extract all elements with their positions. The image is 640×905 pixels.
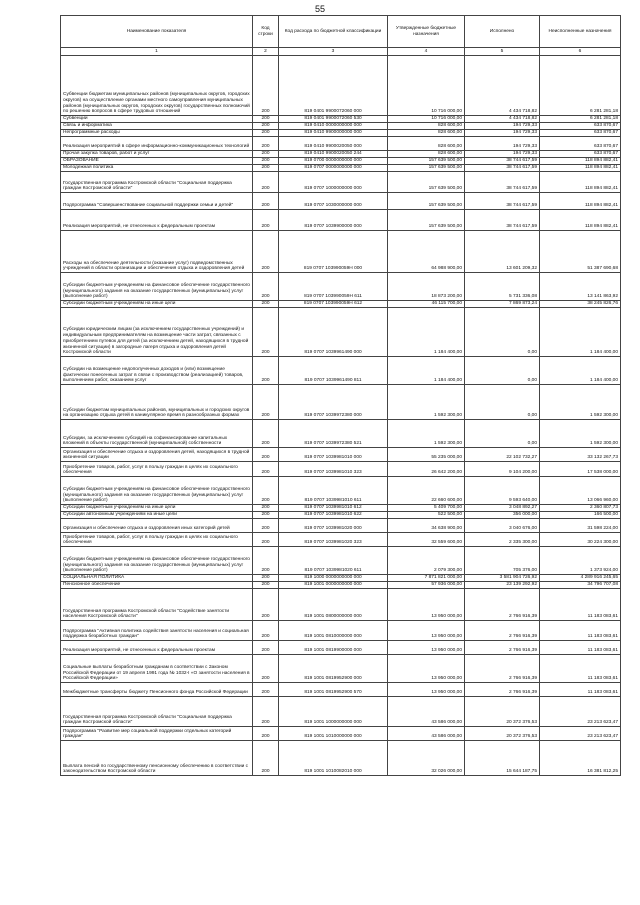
row-executed: 3 040 676,00 (465, 519, 540, 533)
row-name: Подпрограмма "Совершенствование социальной поддержки семьи и детей" (61, 193, 253, 210)
row-code: 200 (253, 621, 279, 641)
row-approved: 7 871 821 000,00 (388, 575, 465, 582)
row-approved: 34 638 900,00 (388, 519, 465, 533)
row-code: 200 (253, 462, 279, 477)
row-kbk: 819 0707 1039961490 811 (279, 357, 388, 385)
table-row (61, 641, 621, 655)
col-number: 4 (388, 48, 465, 56)
row-unexecuted: 118 894 882,41 (540, 210, 621, 231)
row-approved: 2 079 300,00 (388, 547, 465, 575)
row-kbk: 819 0707 1039981010 611 (279, 477, 388, 505)
row-executed: 7 869 873,24 (465, 301, 540, 308)
table-row (61, 308, 621, 357)
row-executed: 0,00 (465, 385, 540, 420)
row-unexecuted: 13 141 863,92 (540, 273, 621, 301)
row-kbk: 819 1001 1010000000 000 (279, 727, 388, 741)
row-kbk: 819 0707 1039972380 521 (279, 420, 388, 448)
row-unexecuted: 30 224 300,00 (540, 533, 621, 547)
table-row (61, 448, 621, 462)
table-row (61, 655, 621, 683)
row-name: Молодежная политика (61, 165, 253, 172)
row-kbk: 819 0707 103990059Н 611 (279, 273, 388, 301)
row-name: Субсидии бюджетам муниципальных районов, муниципальных и городских округов на организацию отдыха детей в каникулярное время в разнообразных формах (61, 385, 253, 420)
table-row (61, 505, 621, 512)
row-name: СОЦИАЛЬНАЯ ПОЛИТИКА (61, 575, 253, 582)
row-kbk: 819 0410 0000000000 000 (279, 123, 388, 130)
row-executed: 194 729,33 (465, 123, 540, 130)
row-approved: 828 600,00 (388, 130, 465, 137)
row-approved: 43 586 000,00 (388, 697, 465, 727)
row-code: 200 (253, 533, 279, 547)
row-approved: 5 409 700,00 (388, 505, 465, 512)
row-unexecuted: 1 184 400,00 (540, 308, 621, 357)
row-code: 200 (253, 357, 279, 385)
row-kbk: 819 0707 0000000000 000 (279, 165, 388, 172)
row-executed: 23 139 292,92 (465, 582, 540, 589)
row-name: Субсидии бюджетным учреждениям на финансовое обеспечение государственного (муниципального) задания на оказание государственных (муниципальных) услуг (выполнение работ) (61, 477, 253, 505)
row-executed: 20 372 376,53 (465, 727, 540, 741)
row-approved: 157 639 500,00 (388, 172, 465, 193)
row-name: Субсидии бюджетным учреждениям на иные цели (61, 505, 253, 512)
row-code: 200 (253, 512, 279, 519)
row-approved: 46 115 700,00 (388, 301, 465, 308)
row-kbk: 819 0707 1039981010 612 (279, 505, 388, 512)
row-kbk: 819 1001 1010082010 000 (279, 741, 388, 776)
row-name: Реализация мероприятий, не отнесенных к федеральным проектам (61, 641, 253, 655)
row-kbk: 819 0707 1039981020 611 (279, 547, 388, 575)
row-name: Реализация мероприятий в сфере информационно-коммуникационных технологий (61, 137, 253, 151)
row-name: Государственная программа Костромской области "Социальная поддержка граждан Костромской области" (61, 172, 253, 193)
row-unexecuted: 633 870,67 (540, 130, 621, 137)
row-code: 200 (253, 641, 279, 655)
row-name: Субвенции бюджетам муниципальных районов (муниципальных округов, городских округов) на осуществление органами местного самоуправления муниципальных районов (муниципальных округов, городских округов) государственных полномочий по решению вопросов в сфере трудовых отношений (61, 56, 253, 116)
table-row (61, 512, 621, 519)
row-approved: 13 950 000,00 (388, 621, 465, 641)
row-executed: 356 000,00 (465, 512, 540, 519)
row-approved: 13 950 000,00 (388, 655, 465, 683)
row-executed: 2 766 916,39 (465, 621, 540, 641)
row-name: Реализация мероприятий, не отнесенных к федеральным проектам (61, 210, 253, 231)
row-kbk: 819 1001 0810000000 000 (279, 621, 388, 641)
table-row (61, 582, 621, 589)
row-kbk: 819 0410 9900020050 000 (279, 137, 388, 151)
row-executed: 15 644 187,75 (465, 741, 540, 776)
row-unexecuted: 33 132 267,73 (540, 448, 621, 462)
row-approved: 1 592 300,00 (388, 385, 465, 420)
row-code: 200 (253, 727, 279, 741)
row-kbk: 819 0707 1039981020 000 (279, 519, 388, 533)
row-approved: 13 950 000,00 (388, 641, 465, 655)
row-kbk: 819 0707 1039900000 000 (279, 210, 388, 231)
row-approved: 10 716 000,00 (388, 56, 465, 116)
row-approved: 157 639 500,00 (388, 158, 465, 165)
row-unexecuted: 1 592 300,00 (540, 385, 621, 420)
row-kbk: 819 0707 1039981010 000 (279, 448, 388, 462)
row-code: 200 (253, 123, 279, 130)
row-kbk: 819 0401 9900072060 000 (279, 56, 388, 116)
table-row (61, 210, 621, 231)
row-executed: 2 766 916,39 (465, 641, 540, 655)
row-code: 200 (253, 151, 279, 158)
row-unexecuted: 633 870,67 (540, 123, 621, 130)
row-kbk: 819 0707 1000000000 000 (279, 172, 388, 193)
row-approved: 64 988 900,00 (388, 231, 465, 273)
row-code: 200 (253, 582, 279, 589)
row-name: ОБРАЗОВАНИЕ (61, 158, 253, 165)
row-code: 200 (253, 165, 279, 172)
row-unexecuted: 23 213 623,47 (540, 697, 621, 727)
row-name: Субсидии автономным учреждениям на иные цели (61, 512, 253, 519)
row-executed: 2 335 300,00 (465, 533, 540, 547)
row-kbk: 819 0707 1030000000 000 (279, 193, 388, 210)
row-code: 200 (253, 683, 279, 697)
table-row (61, 56, 621, 116)
row-kbk: 819 1001 0000000000 000 (279, 582, 388, 589)
row-code: 200 (253, 505, 279, 512)
row-unexecuted: 6 281 281,18 (540, 56, 621, 116)
row-approved: 157 639 500,00 (388, 193, 465, 210)
table-row (61, 172, 621, 193)
row-name: Субсидии, за исключением субсидий на софинансирование капитальных вложений в объекты государственной (муниципальной) собственности (61, 420, 253, 448)
row-code: 200 (253, 210, 279, 231)
row-code: 200 (253, 589, 279, 621)
table-row (61, 193, 621, 210)
row-approved: 1 184 400,00 (388, 308, 465, 357)
row-unexecuted: 166 500,00 (540, 512, 621, 519)
row-kbk: 819 0707 1039981010 622 (279, 512, 388, 519)
row-unexecuted: 17 538 000,00 (540, 462, 621, 477)
row-code: 200 (253, 385, 279, 420)
row-name: Подпрограмма "Активная политика содействия занятости населения и социальная поддержка безработных граждан" (61, 621, 253, 641)
row-executed: 2 766 916,39 (465, 683, 540, 697)
row-kbk: 819 1001 0819952900 570 (279, 683, 388, 697)
table-row (61, 231, 621, 273)
row-executed: 9 593 640,00 (465, 477, 540, 505)
row-code: 200 (253, 697, 279, 727)
row-approved: 13 950 000,00 (388, 589, 465, 621)
row-name: Приобретение товаров, работ, услуг в пользу граждан в целях их социального обеспечения (61, 462, 253, 477)
row-name: Межбюджетные трансферты бюджету Пенсионного фонда Российской Федерации (61, 683, 253, 697)
row-kbk: 819 0707 1039981020 323 (279, 533, 388, 547)
header-approved: Утвержденные бюджетные назначения (388, 16, 465, 48)
row-executed: 38 744 617,59 (465, 172, 540, 193)
table-row (61, 123, 621, 130)
row-executed: 20 372 376,53 (465, 697, 540, 727)
row-name: Непрограммные расходы (61, 130, 253, 137)
row-kbk: 819 0707 1039972380 000 (279, 385, 388, 420)
row-executed: 3 048 892,27 (465, 505, 540, 512)
header-executed: Исполнено (465, 16, 540, 48)
row-name: Организация и обеспечение отдыха и оздоровления детей, находящихся в трудной жизненной ситуации (61, 448, 253, 462)
row-kbk: 819 0707 1039981010 323 (279, 462, 388, 477)
row-unexecuted: 11 183 083,61 (540, 683, 621, 697)
row-executed: 38 744 617,59 (465, 165, 540, 172)
row-approved: 157 639 500,00 (388, 165, 465, 172)
table-row (61, 385, 621, 420)
row-approved: 57 936 000,00 (388, 582, 465, 589)
row-name: Государственная программа Костромской области "Содействие занятости населения Костромской области" (61, 589, 253, 621)
row-approved: 55 235 000,00 (388, 448, 465, 462)
row-approved: 522 500,00 (388, 512, 465, 519)
header-kbk: Код расхода по бюджетной классификации (279, 16, 388, 48)
row-code: 200 (253, 130, 279, 137)
table-row (61, 357, 621, 385)
row-name: Субсидии на возмещение недополученных доходов и (или) возмещение фактически понесенных затрат в связи с производством (реализацией) товаров, выполнением работ, оказанием услуг (61, 357, 253, 385)
row-code: 200 (253, 231, 279, 273)
table-row (61, 158, 621, 165)
row-unexecuted: 13 066 960,00 (540, 477, 621, 505)
table-row (61, 621, 621, 641)
row-code: 200 (253, 308, 279, 357)
table-row (61, 151, 621, 158)
row-unexecuted: 34 796 707,08 (540, 582, 621, 589)
row-executed: 9 104 200,00 (465, 462, 540, 477)
row-name: Приобретение товаров, работ, услуг в пользу граждан в целях их социального обеспечения (61, 533, 253, 547)
row-approved: 828 600,00 (388, 151, 465, 158)
table-row (61, 462, 621, 477)
row-code: 200 (253, 301, 279, 308)
row-unexecuted: 118 894 882,41 (540, 172, 621, 193)
row-unexecuted: 11 183 083,61 (540, 589, 621, 621)
row-executed: 3 581 904 726,92 (465, 575, 540, 582)
table-row (61, 420, 621, 448)
row-unexecuted: 118 894 882,41 (540, 158, 621, 165)
row-executed: 2 766 916,39 (465, 655, 540, 683)
row-approved: 828 600,00 (388, 137, 465, 151)
table-row (61, 137, 621, 151)
col-number: 2 (253, 48, 279, 56)
row-code: 200 (253, 172, 279, 193)
row-unexecuted: 4 289 916 245,65 (540, 575, 621, 582)
row-kbk: 819 0707 1039961490 000 (279, 308, 388, 357)
row-approved: 32 559 600,00 (388, 533, 465, 547)
row-unexecuted: 633 870,67 (540, 137, 621, 151)
header-name: Наименование показателя (61, 16, 253, 48)
row-name: Субсидии бюджетным учреждениям на финансовое обеспечение государственного (муниципального) задания на оказание государственных (муниципальных) услуг (выполнение работ) (61, 273, 253, 301)
row-executed: 13 601 209,32 (465, 231, 540, 273)
row-approved: 26 642 200,00 (388, 462, 465, 477)
row-code: 200 (253, 575, 279, 582)
row-executed: 4 434 718,82 (465, 116, 540, 123)
row-code: 200 (253, 448, 279, 462)
row-name: Организация и обеспечение отдыха и оздоровления иных категорий детей (61, 519, 253, 533)
row-code: 200 (253, 116, 279, 123)
row-kbk: 819 1001 0800000000 000 (279, 589, 388, 621)
row-executed: 38 744 617,59 (465, 158, 540, 165)
row-executed: 0,00 (465, 308, 540, 357)
row-kbk: 819 1001 0819952900 000 (279, 655, 388, 683)
row-name: Субсидии бюджетным учреждениям на финансовое обеспечение государственного (муниципального) задания на оказание государственных (муниципальных) услуг (выполнение работ) (61, 547, 253, 575)
row-executed: 2 766 916,39 (465, 589, 540, 621)
row-kbk: 819 0700 0000000000 000 (279, 158, 388, 165)
budget-table (60, 15, 621, 776)
row-kbk: 819 1001 0819900000 000 (279, 641, 388, 655)
row-approved: 22 660 600,00 (388, 477, 465, 505)
row-code: 200 (253, 193, 279, 210)
row-executed: 22 102 732,27 (465, 448, 540, 462)
row-name: Прочая закупка товаров, работ и услуг (61, 151, 253, 158)
row-name: Подпрограмма "Развитие мер социальной поддержки отдельных категорий граждан" (61, 727, 253, 741)
header-unexecuted: Неисполненные назначения (540, 16, 621, 48)
row-kbk: 819 1001 1000000000 000 (279, 697, 388, 727)
row-unexecuted: 633 870,67 (540, 151, 621, 158)
row-code: 200 (253, 273, 279, 301)
col-number: 3 (279, 48, 388, 56)
header-row (61, 16, 621, 48)
row-name: Социальные выплаты безработным гражданам в соответствии с Законом Российской Федерации от 19 апреля 1991 года № 1032-I «О занятости населения в Российской Федерации» (61, 655, 253, 683)
row-approved: 10 716 000,00 (388, 116, 465, 123)
table-row (61, 575, 621, 582)
table-row (61, 547, 621, 575)
row-code: 200 (253, 655, 279, 683)
row-executed: 0,00 (465, 420, 540, 448)
row-approved: 828 600,00 (388, 123, 465, 130)
row-executed: 194 729,33 (465, 130, 540, 137)
row-unexecuted: 23 213 623,47 (540, 727, 621, 741)
row-executed: 0,00 (465, 357, 540, 385)
row-executed: 705 376,00 (465, 547, 540, 575)
row-executed: 194 729,33 (465, 137, 540, 151)
header-row-code: Код строки (253, 16, 279, 48)
row-name: Субсидии юридическим лицам (за исключением государственных учреждений) и индивидуальным предпринимателям на возмещение части затрат, связанных с приобретением путевок для детей (за исключением детей, находящихся в трудной жизненной ситуации) в загородные лагеря отдыха и оздоровления детей Костромской области (61, 308, 253, 357)
row-code: 200 (253, 477, 279, 505)
row-approved: 13 950 000,00 (388, 683, 465, 697)
col-number: 6 (540, 48, 621, 56)
row-kbk: 819 0401 9900072060 530 (279, 116, 388, 123)
row-kbk: 819 0410 9900020050 244 (279, 151, 388, 158)
row-code: 200 (253, 547, 279, 575)
row-kbk: 819 0707 103990059Н 612 (279, 301, 388, 308)
column-number-row (61, 48, 621, 56)
row-kbk: 819 0410 9900000000 000 (279, 130, 388, 137)
row-executed: 5 731 336,08 (465, 273, 540, 301)
table-row (61, 116, 621, 123)
row-name: Субсидии бюджетным учреждениям на иные цели (61, 301, 253, 308)
table-row (61, 683, 621, 697)
row-unexecuted: 31 598 224,00 (540, 519, 621, 533)
row-unexecuted: 16 381 812,25 (540, 741, 621, 776)
row-approved: 32 026 000,00 (388, 741, 465, 776)
table-row (61, 533, 621, 547)
row-approved: 157 639 500,00 (388, 210, 465, 231)
row-unexecuted: 11 183 083,61 (540, 655, 621, 683)
row-unexecuted: 1 373 924,00 (540, 547, 621, 575)
row-code: 200 (253, 519, 279, 533)
row-name: Связь и информатика (61, 123, 253, 130)
table-row (61, 165, 621, 172)
row-executed: 4 434 718,82 (465, 56, 540, 116)
row-code: 200 (253, 56, 279, 116)
row-unexecuted: 118 894 882,41 (540, 193, 621, 210)
table-row (61, 130, 621, 137)
row-executed: 38 744 617,59 (465, 210, 540, 231)
row-unexecuted: 38 245 826,76 (540, 301, 621, 308)
row-name: Пенсионное обеспечение (61, 582, 253, 589)
row-approved: 1 592 300,00 (388, 420, 465, 448)
row-unexecuted: 1 184 400,00 (540, 357, 621, 385)
row-executed: 38 744 617,59 (465, 193, 540, 210)
row-unexecuted: 118 894 882,41 (540, 165, 621, 172)
row-unexecuted: 11 183 083,61 (540, 621, 621, 641)
row-name: Субвенции (61, 116, 253, 123)
table-row (61, 273, 621, 301)
table-row (61, 301, 621, 308)
row-code: 200 (253, 741, 279, 776)
row-code: 200 (253, 137, 279, 151)
table-row (61, 477, 621, 505)
row-code: 200 (253, 158, 279, 165)
page-number: 55 (314, 4, 325, 14)
row-name: Расходы на обеспечение деятельности (оказание услуг) подведомственных учреждений в области организации и обеспечения отдыха и оздоровления детей (61, 231, 253, 273)
row-unexecuted: 51 387 690,68 (540, 231, 621, 273)
row-name: Выплата пенсий по государственному пенсионному обеспечению в соответствии с законодательством Костромской области (61, 741, 253, 776)
row-unexecuted: 1 592 300,00 (540, 420, 621, 448)
row-name: Государственная программа Костромской области "Социальная поддержка граждан Костромской области" (61, 697, 253, 727)
row-unexecuted: 2 360 807,73 (540, 505, 621, 512)
row-approved: 18 873 200,00 (388, 273, 465, 301)
table-row (61, 519, 621, 533)
row-executed: 194 729,33 (465, 151, 540, 158)
row-kbk: 819 1000 0000000000 000 (279, 575, 388, 582)
col-number: 1 (61, 48, 253, 56)
row-unexecuted: 6 281 281,18 (540, 116, 621, 123)
table-row (61, 727, 621, 741)
table-row (61, 697, 621, 727)
row-kbk: 819 0707 103990059Н 000 (279, 231, 388, 273)
row-code: 200 (253, 420, 279, 448)
row-unexecuted: 11 183 083,61 (540, 641, 621, 655)
row-approved: 1 184 400,00 (388, 357, 465, 385)
row-approved: 43 586 000,00 (388, 727, 465, 741)
table-row (61, 741, 621, 776)
col-number: 5 (465, 48, 540, 56)
table-row (61, 589, 621, 621)
